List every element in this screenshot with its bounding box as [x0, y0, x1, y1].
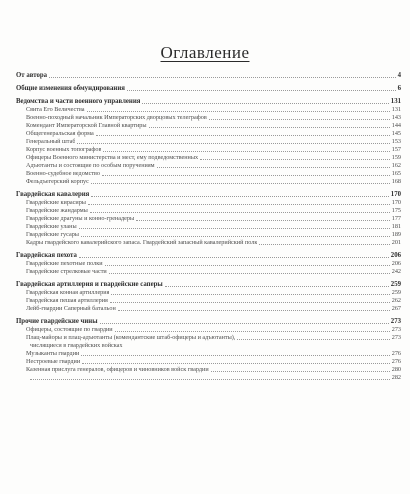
toc-entry-row	[16, 178, 401, 186]
page-title: Оглавление	[160, 43, 250, 62]
toc-page-number: 276	[391, 350, 401, 357]
dot-leader	[81, 355, 389, 356]
dot-leader	[149, 127, 390, 128]
toc-entry-title: Плац-майоры и плац-адъютанты (комендантские штаб-офицеры и адъютанты),	[26, 334, 236, 341]
toc-page-number: 262	[391, 297, 401, 304]
dot-leader	[81, 236, 390, 237]
toc-page-number: 273	[391, 326, 401, 333]
toc-page-number: 153	[391, 138, 401, 145]
toc-entry-row	[16, 334, 401, 342]
toc-entry-title: Гвардейские гусары	[26, 231, 79, 238]
dot-leader	[88, 204, 390, 205]
toc-page-number: 131	[390, 98, 401, 105]
dot-leader	[105, 265, 390, 266]
dot-leader	[77, 143, 389, 144]
toc-entry-title: Гвардейская пешая артиллерия	[26, 297, 108, 304]
toc-section-row	[16, 84, 401, 93]
dot-leader	[91, 183, 390, 184]
dot-leader	[211, 371, 390, 372]
toc-entry-title: Гвардейские стрелковые части	[26, 268, 107, 275]
toc-page-number: 168	[391, 178, 401, 185]
toc-page-number: 131	[391, 106, 401, 113]
dot-leader	[209, 119, 390, 120]
dot-leader	[79, 257, 389, 258]
toc-section-row	[16, 97, 401, 106]
toc-section-row	[16, 71, 401, 80]
toc-entry-title: Генеральный штаб	[26, 138, 76, 145]
toc-entry-title: числящиеся в гвардейских войсках	[30, 342, 123, 349]
toc-entry-title: Офицеры Военного министерства и мест, ему подведомственных	[26, 154, 199, 161]
toc-page-number: 165	[391, 170, 401, 177]
dot-leader	[82, 363, 390, 364]
toc-entry-row	[16, 305, 401, 313]
dot-leader	[109, 273, 390, 274]
dot-leader	[142, 103, 388, 104]
toc-entry-row	[16, 130, 401, 138]
toc-entry-title: Гвардейская пехота	[16, 252, 77, 259]
dot-leader	[30, 379, 390, 380]
toc-entry-title: Гвардейские жандармы	[26, 207, 88, 214]
toc-entry-title: Общегенеральская форма	[26, 130, 94, 137]
toc-entry-title: Нестроевые гвардии	[26, 358, 81, 365]
toc-entry-row	[16, 199, 401, 207]
toc-entry-row	[16, 146, 401, 154]
toc-page-number: 157	[391, 146, 401, 153]
toc-entry-title: Гвардейская кавалерия	[16, 191, 90, 198]
dot-leader	[79, 228, 390, 229]
toc-entry-row	[16, 207, 401, 215]
toc-entry-title: Корпус военных топографов	[26, 146, 102, 153]
toc-entry-row	[16, 268, 401, 276]
toc-entry-title: Гвардейские уланы	[26, 223, 77, 230]
toc-entry-title: Гвардейская конная артиллерия	[26, 289, 110, 296]
toc-entry-title: Свита Его Величества	[26, 106, 85, 113]
toc-entry-title: Общие изменения обмундирования	[16, 85, 125, 92]
toc-section-row	[16, 190, 401, 199]
toc-entry-row	[16, 239, 401, 247]
toc-page-number: 170	[390, 191, 401, 198]
dot-leader	[102, 175, 390, 176]
toc-entry-row	[16, 374, 401, 382]
dot-leader	[96, 135, 390, 136]
toc-entry-title: Гвардейская артиллерия и гвардейские саперы	[16, 281, 163, 288]
dot-leader	[259, 244, 389, 245]
toc-entry-row	[16, 297, 401, 305]
toc-entry-title: Гвардейские кирасиры	[26, 199, 86, 206]
toc-entry-title: Гвардейские драгуны и конно-гренадеры	[26, 215, 135, 222]
dot-leader	[115, 331, 390, 332]
toc-entry-row	[16, 350, 401, 358]
dot-leader	[111, 294, 389, 295]
toc-entry-title: Адъютанты и состоящие по особым поручениям	[26, 162, 155, 169]
toc-page-number: 276	[391, 358, 401, 365]
toc-entry-row	[16, 170, 401, 178]
toc-page-number: 282	[391, 374, 401, 381]
toc-entry-row	[16, 154, 401, 162]
toc-page-number: 273	[391, 334, 401, 341]
dot-leader	[103, 151, 389, 152]
toc-entry-title: Прочие гвардейские чины	[16, 318, 98, 325]
toc-entry-title: Военно-походный начальник Императорских дворцовых телеграфов	[26, 114, 207, 121]
toc-entry-row	[16, 215, 401, 223]
toc-entry-title: Гвардейские пехотные полки	[26, 260, 103, 267]
dot-leader	[165, 286, 389, 287]
toc-entry-row	[16, 289, 401, 297]
toc-section-row	[16, 251, 401, 260]
dot-leader	[90, 212, 390, 213]
toc-page-number: 143	[391, 114, 401, 121]
toc-entry-title: Лейб-гвардии Саперный батальон	[26, 305, 116, 312]
toc-entry-row	[16, 223, 401, 231]
toc-entry-row	[16, 106, 401, 114]
table-of-contents	[16, 71, 401, 382]
toc-entry-row	[16, 342, 401, 350]
toc-page-number: 259	[390, 281, 401, 288]
toc-entry-title: Ведомства и части военного управления	[16, 98, 141, 105]
dot-leader	[100, 323, 389, 324]
toc-page-number: 280	[391, 366, 401, 373]
toc-entry-title: От автора	[16, 72, 48, 79]
dot-leader	[118, 310, 390, 311]
toc-entry-title: Казенная прислуга генералов, офицеров и чиновников войск гвардии	[26, 366, 209, 373]
dot-leader	[127, 90, 396, 91]
toc-entry-title: Фельдъегерский корпус	[26, 178, 89, 185]
toc-page-number: 145	[391, 130, 401, 137]
dot-leader	[110, 302, 390, 303]
toc-entry-title: Музыканты гвардии	[26, 350, 80, 357]
toc-page-number: 181	[391, 223, 401, 230]
toc-page-number: 159	[391, 154, 401, 161]
toc-section-row	[16, 317, 401, 326]
toc-entry-row	[16, 358, 401, 366]
toc-entry-title: Кадры гвардейского кавалерийского запаса. Гвардейский запасный кавалерийский полк	[26, 239, 258, 246]
dot-leader	[237, 339, 389, 340]
toc-page-number: 242	[391, 268, 401, 275]
toc-entry-title: Комендант Императорской Главной квартиры	[26, 122, 147, 129]
dot-leader	[200, 159, 390, 160]
toc-entry-row	[16, 138, 401, 146]
toc-page-number: 175	[391, 207, 401, 214]
toc-page-number: 267	[391, 305, 401, 312]
toc-entry-row	[16, 162, 401, 170]
dot-leader	[87, 111, 390, 112]
toc-page-number: 201	[391, 239, 401, 246]
dot-leader	[91, 196, 388, 197]
toc-entry-row	[16, 326, 401, 334]
dot-leader	[49, 77, 396, 78]
toc-entry-title: Офицеры, состоящие по гвардии	[26, 326, 113, 333]
toc-page-number: 206	[390, 252, 401, 259]
toc-page-number: 6	[397, 85, 401, 92]
toc-entry-row	[16, 231, 401, 239]
toc-page-number: 189	[391, 231, 401, 238]
toc-entry-row	[16, 260, 401, 268]
toc-page-number: 144	[391, 122, 401, 129]
toc-section-row	[16, 280, 401, 289]
toc-page-number: 170	[391, 199, 401, 206]
toc-page-number: 259	[391, 289, 401, 296]
toc-page-number: 4	[397, 72, 401, 79]
toc-page-number: 177	[391, 215, 401, 222]
toc-page-number: 162	[391, 162, 401, 169]
toc-page-number: 273	[390, 318, 401, 325]
toc-page-number: 206	[391, 260, 401, 267]
toc-entry-row	[16, 122, 401, 130]
dot-leader	[136, 220, 390, 221]
toc-entry-title: Военно-судебное ведомство	[26, 170, 101, 177]
toc-entry-row	[16, 366, 401, 374]
toc-entry-row	[16, 114, 401, 122]
dot-leader	[157, 167, 390, 168]
